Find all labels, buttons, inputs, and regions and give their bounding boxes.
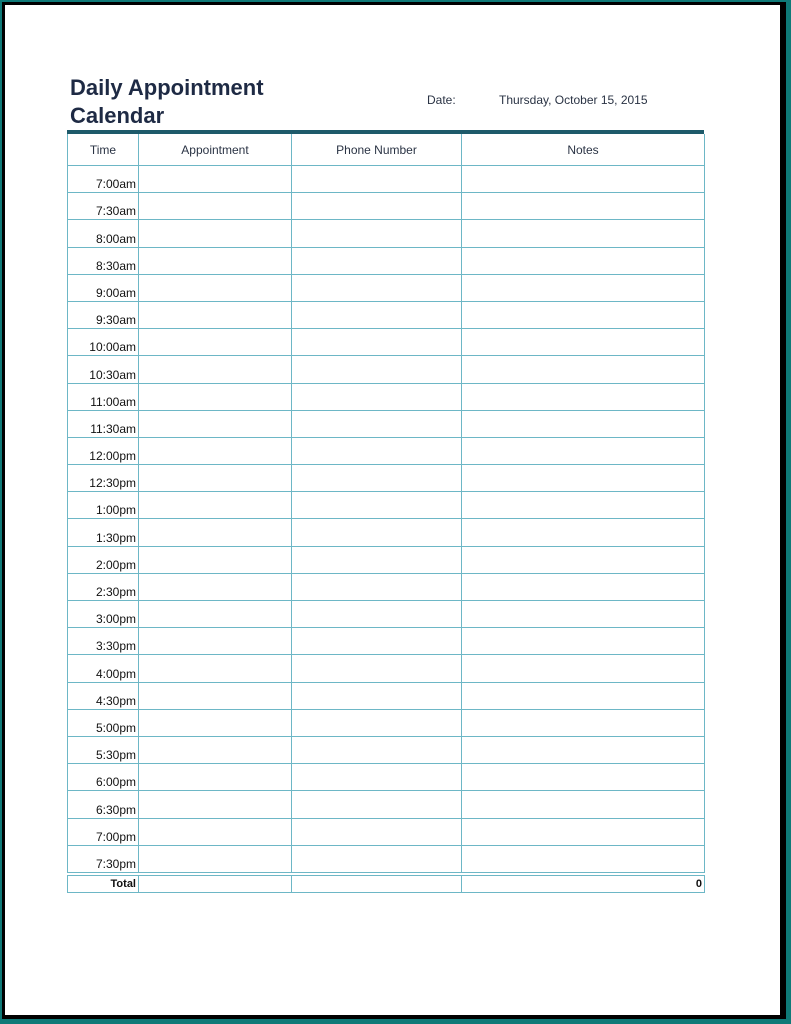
phone-cell[interactable] <box>292 628 462 655</box>
total-value: 0 <box>462 874 705 893</box>
appointment-cell[interactable] <box>139 220 292 247</box>
notes-cell[interactable] <box>462 356 705 383</box>
appointment-cell[interactable] <box>139 601 292 628</box>
time-cell: 1:00pm <box>68 492 139 519</box>
time-cell: 7:30am <box>68 193 139 220</box>
notes-cell[interactable] <box>462 301 705 328</box>
phone-cell[interactable] <box>292 247 462 274</box>
phone-cell[interactable] <box>292 682 462 709</box>
table-row <box>68 437 705 464</box>
time-cell: 5:00pm <box>68 709 139 736</box>
phone-cell[interactable] <box>292 736 462 763</box>
notes-cell[interactable] <box>462 437 705 464</box>
time-cell: 7:30pm <box>68 845 139 874</box>
appointment-table <box>67 134 705 893</box>
appointment-cell[interactable] <box>139 465 292 492</box>
notes-cell[interactable] <box>462 410 705 437</box>
header-appointment: Appointment <box>139 134 292 166</box>
time-cell: 2:30pm <box>68 573 139 600</box>
table-row <box>68 465 705 492</box>
time-cell: 7:00am <box>68 166 139 193</box>
table-row <box>68 736 705 763</box>
phone-cell[interactable] <box>292 465 462 492</box>
table-row <box>68 764 705 791</box>
notes-cell[interactable] <box>462 791 705 818</box>
phone-cell[interactable] <box>292 356 462 383</box>
notes-cell[interactable] <box>462 736 705 763</box>
notes-cell[interactable] <box>462 193 705 220</box>
phone-cell[interactable] <box>292 519 462 546</box>
phone-cell[interactable] <box>292 601 462 628</box>
time-cell: 9:00am <box>68 274 139 301</box>
notes-cell[interactable] <box>462 274 705 301</box>
phone-cell[interactable] <box>292 546 462 573</box>
notes-cell[interactable] <box>462 818 705 845</box>
phone-cell[interactable] <box>292 329 462 356</box>
table-row <box>68 573 705 600</box>
notes-cell[interactable] <box>462 573 705 600</box>
phone-cell[interactable] <box>292 274 462 301</box>
phone-cell[interactable] <box>292 166 462 193</box>
appointment-cell[interactable] <box>139 383 292 410</box>
phone-cell[interactable] <box>292 655 462 682</box>
table-row <box>68 519 705 546</box>
notes-cell[interactable] <box>462 546 705 573</box>
time-cell: 11:00am <box>68 383 139 410</box>
table-row <box>68 220 705 247</box>
table-row <box>68 166 705 193</box>
appointment-cell[interactable] <box>139 845 292 874</box>
appointment-cell[interactable] <box>139 410 292 437</box>
time-cell: 1:30pm <box>68 519 139 546</box>
table-row <box>68 791 705 818</box>
time-cell: 2:00pm <box>68 546 139 573</box>
table-row <box>68 301 705 328</box>
notes-cell[interactable] <box>462 601 705 628</box>
notes-cell[interactable] <box>462 166 705 193</box>
notes-cell[interactable] <box>462 492 705 519</box>
table-row <box>68 356 705 383</box>
table-row <box>68 546 705 573</box>
appointment-cell[interactable] <box>139 519 292 546</box>
date-value[interactable]: Thursday, October 15, 2015 <box>499 93 648 107</box>
time-cell: 11:30am <box>68 410 139 437</box>
notes-cell[interactable] <box>462 465 705 492</box>
time-cell: 6:30pm <box>68 791 139 818</box>
time-cell: 3:00pm <box>68 601 139 628</box>
notes-cell[interactable] <box>462 764 705 791</box>
table-row <box>68 628 705 655</box>
appointment-cell[interactable] <box>139 791 292 818</box>
appointment-cell[interactable] <box>139 492 292 519</box>
notes-cell[interactable] <box>462 329 705 356</box>
table-row <box>68 410 705 437</box>
notes-cell[interactable] <box>462 682 705 709</box>
time-cell: 4:00pm <box>68 655 139 682</box>
notes-cell[interactable] <box>462 383 705 410</box>
time-cell: 10:30am <box>68 356 139 383</box>
notes-cell[interactable] <box>462 709 705 736</box>
time-cell: 12:00pm <box>68 437 139 464</box>
appointment-cell[interactable] <box>139 546 292 573</box>
total-label: Total <box>68 874 139 893</box>
time-cell: 8:30am <box>68 247 139 274</box>
appointment-cell[interactable] <box>139 247 292 274</box>
header-time: Time <box>68 134 139 166</box>
time-cell: 8:00am <box>68 220 139 247</box>
appointment-cell[interactable] <box>139 573 292 600</box>
header-notes: Notes <box>462 134 705 166</box>
total-row <box>68 874 705 893</box>
phone-cell[interactable] <box>292 383 462 410</box>
table-row <box>68 682 705 709</box>
time-cell: 6:00pm <box>68 764 139 791</box>
notes-cell[interactable] <box>462 247 705 274</box>
table-row <box>68 383 705 410</box>
appointment-cell[interactable] <box>139 193 292 220</box>
notes-cell[interactable] <box>462 220 705 247</box>
phone-cell[interactable] <box>292 301 462 328</box>
time-cell: 9:30am <box>68 301 139 328</box>
appointment-cell[interactable] <box>139 301 292 328</box>
appointment-cell[interactable] <box>139 736 292 763</box>
table-row <box>68 818 705 845</box>
appointment-cell[interactable] <box>139 166 292 193</box>
phone-cell[interactable] <box>292 845 462 874</box>
total-appointment-cell[interactable] <box>139 874 292 893</box>
phone-cell[interactable] <box>292 791 462 818</box>
notes-cell[interactable] <box>462 519 705 546</box>
phone-cell[interactable] <box>292 437 462 464</box>
phone-cell[interactable] <box>292 492 462 519</box>
time-cell: 12:30pm <box>68 465 139 492</box>
header-row <box>68 134 705 166</box>
phone-cell[interactable] <box>292 193 462 220</box>
title-line-2: Calendar <box>70 103 165 128</box>
time-cell: 7:00pm <box>68 818 139 845</box>
notes-cell[interactable] <box>462 845 705 874</box>
appointment-cell[interactable] <box>139 655 292 682</box>
table-row <box>68 329 705 356</box>
table-row <box>68 845 705 874</box>
appointment-cell[interactable] <box>139 709 292 736</box>
table-row <box>68 655 705 682</box>
notes-cell[interactable] <box>462 628 705 655</box>
appointment-cell[interactable] <box>139 682 292 709</box>
table-row <box>68 709 705 736</box>
phone-cell[interactable] <box>292 573 462 600</box>
table-row <box>68 247 705 274</box>
time-cell: 10:00am <box>68 329 139 356</box>
page-title <box>70 74 264 130</box>
date-label: Date: <box>427 93 456 107</box>
appointment-cell[interactable] <box>139 274 292 301</box>
phone-cell[interactable] <box>292 220 462 247</box>
appointment-cell[interactable] <box>139 356 292 383</box>
phone-cell[interactable] <box>292 764 462 791</box>
time-cell: 4:30pm <box>68 682 139 709</box>
table-row <box>68 492 705 519</box>
time-cell: 5:30pm <box>68 736 139 763</box>
header-phone: Phone Number <box>292 134 462 166</box>
appointment-cell[interactable] <box>139 764 292 791</box>
appointment-cell[interactable] <box>139 329 292 356</box>
phone-cell[interactable] <box>292 410 462 437</box>
table-row <box>68 274 705 301</box>
total-phone-cell[interactable] <box>292 874 462 893</box>
notes-cell[interactable] <box>462 655 705 682</box>
table-row <box>68 193 705 220</box>
table-row <box>68 601 705 628</box>
phone-cell[interactable] <box>292 709 462 736</box>
appointment-cell[interactable] <box>139 437 292 464</box>
appointment-cell[interactable] <box>139 818 292 845</box>
appointment-cell[interactable] <box>139 628 292 655</box>
phone-cell[interactable] <box>292 818 462 845</box>
time-cell: 3:30pm <box>68 628 139 655</box>
title-line-1: Daily Appointment <box>70 75 264 100</box>
